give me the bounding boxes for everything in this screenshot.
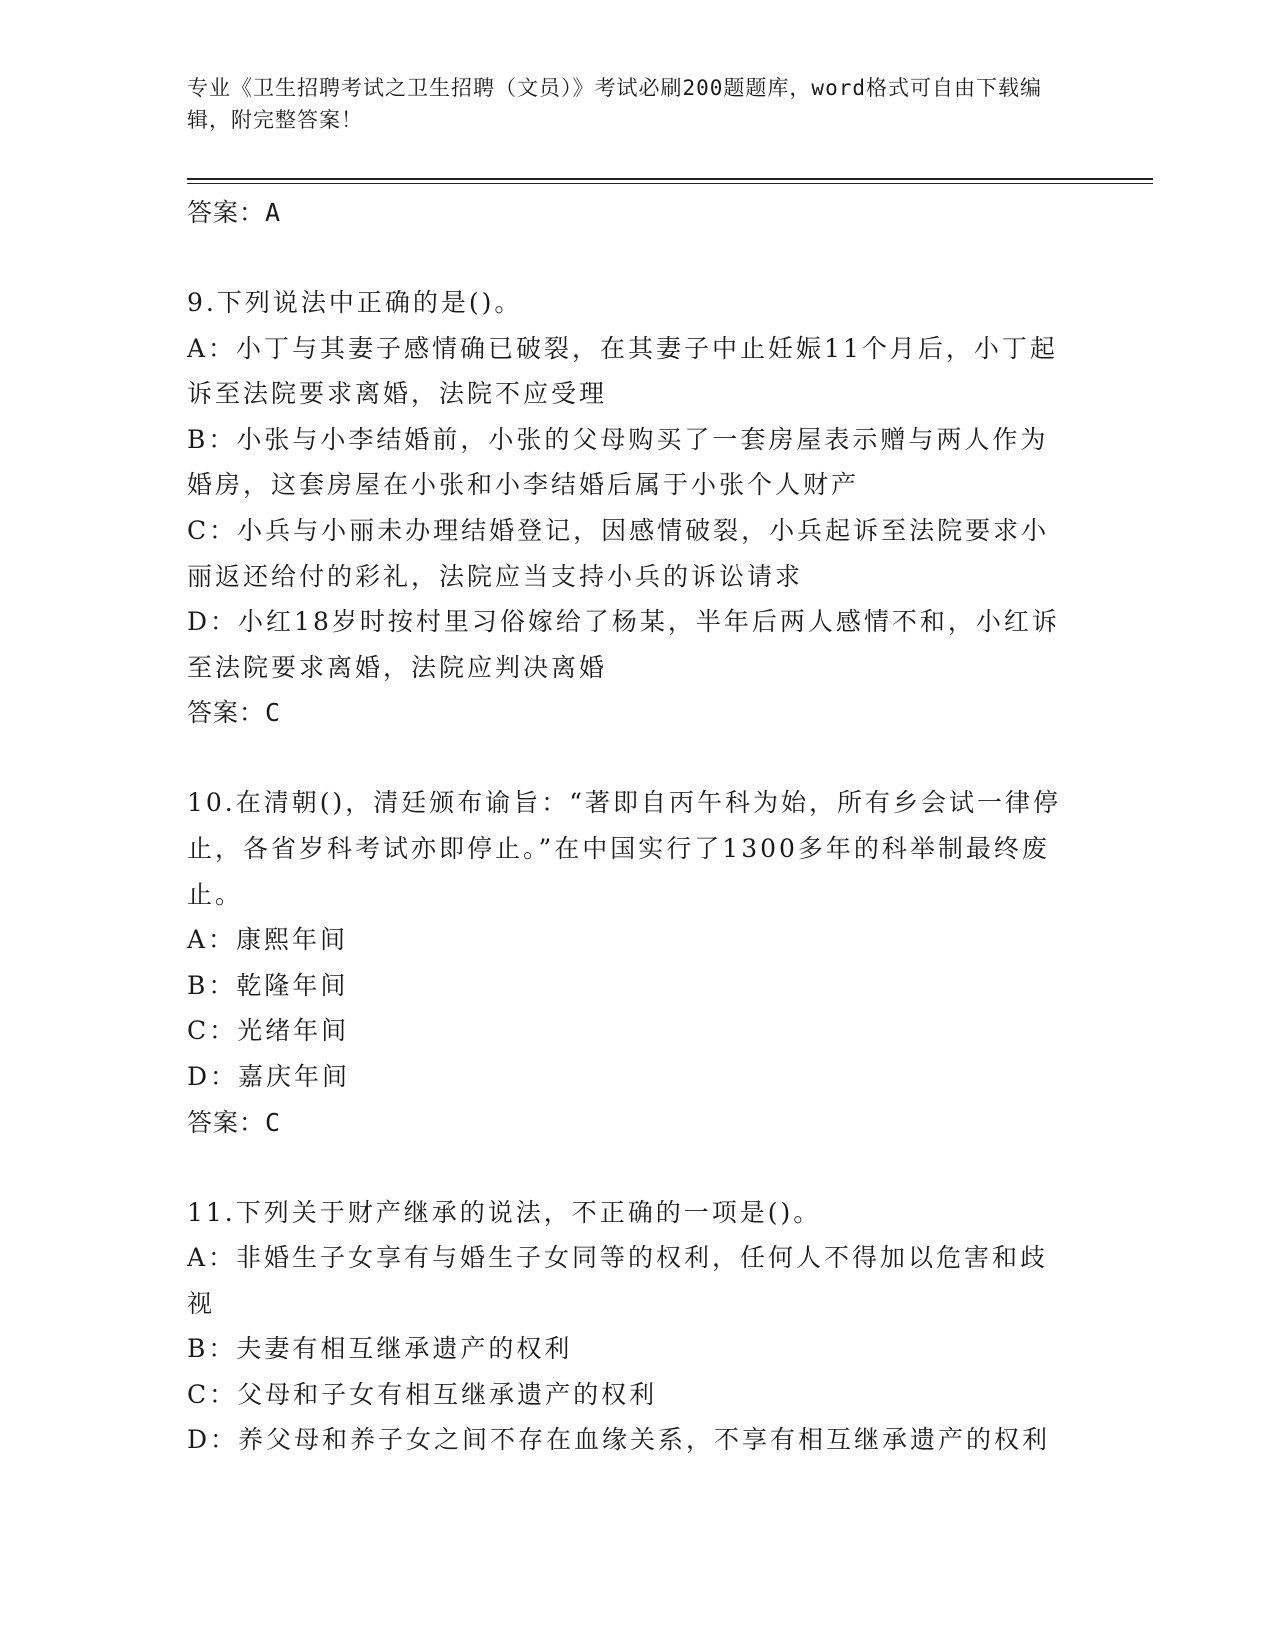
answer-line: 答案：C	[187, 698, 282, 728]
question-stem: 9.下列说法中正确的是()。	[187, 288, 523, 317]
question-block	[187, 280, 1067, 736]
option-b: B：夫妻有相互继承遗产的权利	[187, 1334, 573, 1364]
option-d: D：嘉庆年间	[187, 1061, 351, 1091]
option-d: D：养父母和养子女之间不存在血缘关系，不享有相互继承遗产的权利	[187, 1425, 1051, 1455]
option-d: D：小红18岁时按村里习俗嫁给了杨某，半年后两人感情不和，小红诉至法院要求离婚，法院应判决离婚	[187, 607, 1060, 682]
option-c: C：小兵与小丽未办理结婚登记，因感情破裂，小兵起诉至法院要求小丽返还给付的彩礼，法院应当支持小兵的诉讼请求	[187, 515, 1050, 591]
question-content	[187, 190, 1067, 1463]
option-b: B：乾隆年间	[187, 970, 349, 1000]
answer-line: 答案：A	[187, 198, 282, 227]
option-a: A：非婚生子女享有与婚生子女同等的权利，任何人不得加以危害和歧视	[187, 1243, 1049, 1318]
header-note: 专业《卫生招聘考试之卫生招聘（文员）》考试必刷200题题库，word格式可自由下载编辑，附完整答案！	[187, 76, 1042, 132]
option-a: A：小丁与其妻子感情确已破裂，在其妻子中止妊娠11个月后，小丁起诉至法院要求离婚，法院不应受理	[187, 333, 1058, 409]
question-stem: 11.下列关于财产继承的说法，不正确的一项是()。	[187, 1197, 822, 1227]
question-stem: 10.在清朝()，清廷颁布谕旨：“著即自丙午科为始，所有乡会试一律停止，各省岁科考试亦即停止。”在中国实行了1300多年的科举制最终废止。	[187, 788, 1062, 909]
question-block	[187, 780, 1067, 1145]
option-a: A：康熙年间	[187, 925, 349, 955]
question-block	[187, 1190, 1067, 1464]
header-divider	[187, 178, 1153, 180]
header-divider-thin	[187, 183, 1153, 184]
answer-line: 答案：C	[187, 1107, 282, 1137]
option-c: C：光绪年间	[187, 1016, 350, 1046]
option-b: B：小张与小李结婚前，小张的父母购买了一套房屋表示赠与两人作为婚房，这套房屋在小张和小李结婚后属于小张个人财产	[187, 424, 1049, 500]
option-c: C：父母和子女有相互继承遗产的权利	[187, 1379, 658, 1409]
